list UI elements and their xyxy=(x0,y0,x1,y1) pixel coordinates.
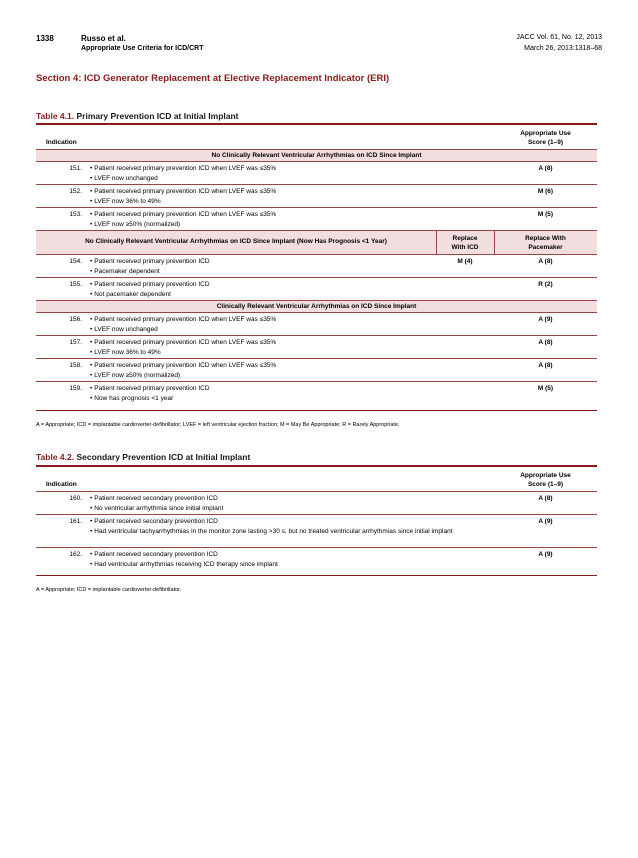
indication-bullet: • Patient received primary prevention ICD when LVEF was ≤35% xyxy=(90,187,276,197)
table-row xyxy=(36,381,597,410)
indication-bullet: • Patient received primary prevention ICD xyxy=(90,384,210,394)
row-number: 158. xyxy=(69,362,82,369)
section-title: Section 4: ICD Generator Replacement at Elective Replacement Indicator (ERI) xyxy=(36,73,390,84)
table-row xyxy=(36,547,597,575)
table-header-row xyxy=(36,467,597,491)
table-footnote: A = Appropriate; ICD = implantable cardioverter-defibrillator. xyxy=(36,587,182,593)
column-header-score-line: Appropriate Use xyxy=(520,472,571,479)
indication-bullet: • LVEF now unchanged xyxy=(90,325,276,335)
score-cell: M (6) xyxy=(537,188,554,195)
table-header-row xyxy=(36,125,597,149)
indication-cell xyxy=(90,164,276,183)
row-number: 161. xyxy=(69,518,82,525)
score-cell: A (9) xyxy=(538,316,553,323)
score-cell: A (8) xyxy=(538,339,553,346)
section-band: Clinically Relevant Ventricular Arrhythmias on ICD Since Implant xyxy=(36,300,597,312)
journal-citation: JACC Vol. 61, No. 12, 2013 xyxy=(516,34,602,41)
column-header-line: With ICD xyxy=(451,244,479,251)
table-4-2 xyxy=(36,465,597,576)
row-number: 155. xyxy=(69,281,82,288)
table-row xyxy=(36,184,597,207)
score-cell: M (5) xyxy=(537,211,554,218)
column-header-score xyxy=(494,129,597,147)
indication-bullet: • Patient received primary prevention ICD when LVEF was ≤35% xyxy=(90,315,276,325)
score-cell: R (2) xyxy=(538,281,553,288)
score-cell: M (5) xyxy=(537,385,554,392)
rows-group-a xyxy=(36,161,597,230)
table-row xyxy=(36,277,597,300)
running-title: Appropriate Use Criteria for ICD/CRT xyxy=(81,45,204,52)
indication-bullet: • No ventricular arrhythmia since initial implant xyxy=(90,504,223,514)
row-number: 156. xyxy=(69,316,82,323)
table-row xyxy=(36,312,597,335)
column-header-score-line: Score (1–9) xyxy=(527,481,564,488)
page-number: 1338 xyxy=(36,34,54,43)
table-row xyxy=(36,514,597,547)
indication-cell xyxy=(90,361,276,380)
column-header-replace-icd xyxy=(436,234,494,252)
column-header-line: Replace With xyxy=(525,235,566,242)
row-number: 154. xyxy=(69,258,82,265)
table-row xyxy=(36,491,597,514)
score-cell-replace-icd: M (4) xyxy=(457,258,473,265)
row-number: 159. xyxy=(69,385,82,392)
column-header-line: Replace xyxy=(452,235,478,242)
table-row xyxy=(36,254,597,277)
indication-cell xyxy=(90,338,276,357)
indication-bullet: • Patient received secondary prevention ICD xyxy=(90,517,490,527)
column-header-indication: Indication xyxy=(46,139,77,146)
authors: Russo et al. xyxy=(81,34,126,43)
table-row xyxy=(36,335,597,358)
indication-bullet: • LVEF now ≥50% (normalized) xyxy=(90,220,276,230)
row-number: 151. xyxy=(69,165,82,172)
table-caption xyxy=(36,452,250,462)
indication-bullet: • Had ventricular tachyarrhythmias in the monitor zone lasting >30 s, but no treated ventricular arrhythmias since initial implant xyxy=(90,527,490,537)
indication-bullet: • Had ventricular arrhythmias receiving ICD therapy since implant xyxy=(90,560,278,570)
indication-bullet: • Patient received primary prevention ICD xyxy=(90,280,210,290)
indication-bullet: • Patient received secondary prevention ICD xyxy=(90,550,278,560)
indication-cell xyxy=(90,210,276,229)
score-cell: A (8) xyxy=(538,495,553,502)
indication-bullet: • Patient received primary prevention ICD xyxy=(90,257,210,267)
indication-bullet: • Patient received primary prevention ICD when LVEF was ≤35% xyxy=(90,361,276,371)
score-cell: A (8) xyxy=(538,165,553,172)
indication-bullet: • LVEF now 36% to 49% xyxy=(90,348,276,358)
indication-bullet: • Patient received primary prevention ICD when LVEF was ≤35% xyxy=(90,164,276,174)
column-header-score-line: Score (1–9) xyxy=(527,139,564,146)
indication-bullet: • Pacemaker dependent xyxy=(90,267,210,277)
indication-cell xyxy=(90,315,276,334)
section-band: No Clinically Relevant Ventricular Arrhythmias on ICD Since Implant xyxy=(36,149,597,161)
row-number: 157. xyxy=(69,339,82,346)
indication-bullet: • LVEF now ≥50% (normalized) xyxy=(90,371,276,381)
table-label: Table 4.1. xyxy=(36,111,75,121)
indication-bullet: • LVEF now unchanged xyxy=(90,174,276,184)
indication-bullet: • Patient received primary prevention ICD when LVEF was ≤35% xyxy=(90,210,276,220)
section-band-prognosis xyxy=(36,230,597,254)
running-header xyxy=(36,34,602,64)
indication-cell xyxy=(90,384,210,403)
indication-cell xyxy=(90,494,223,513)
indication-bullet: • LVEF now 36% to 49% xyxy=(90,197,276,207)
score-cell-replace-pacemaker: A (8) xyxy=(538,258,553,265)
table-row xyxy=(36,207,597,230)
table-label: Table 4.2. xyxy=(36,452,75,462)
column-header-indication: Indication xyxy=(46,481,77,488)
score-cell: A (8) xyxy=(538,362,553,369)
column-header-score xyxy=(494,471,597,489)
issue-date: March 26, 2013:1318–68 xyxy=(524,45,602,52)
row-number: 160. xyxy=(69,495,82,502)
indication-cell xyxy=(90,257,210,276)
table-row xyxy=(36,358,597,381)
column-header-replace-pacemaker xyxy=(494,234,597,252)
indication-bullet: • Patient received primary prevention ICD when LVEF was ≤35% xyxy=(90,338,276,348)
row-number: 152. xyxy=(69,188,82,195)
indication-bullet: • Not pacemaker dependent xyxy=(90,290,210,300)
table-caption xyxy=(36,111,239,121)
table-title: Primary Prevention ICD at Initial Implant xyxy=(76,111,239,121)
table-title: Secondary Prevention ICD at Initial Implant xyxy=(76,452,251,462)
table-4-1 xyxy=(36,123,597,411)
score-cell: A (9) xyxy=(538,518,553,525)
column-header-line: Pacemaker xyxy=(528,244,563,251)
row-number: 162. xyxy=(69,551,82,558)
band-label: No Clinically Relevant Ventricular Arrhythmias on ICD Since Implant (Now Has Prognosis <1 Year) xyxy=(85,238,387,245)
indication-bullet: • Patient received secondary prevention ICD xyxy=(90,494,223,504)
indication-cell xyxy=(90,550,278,569)
table-row xyxy=(36,161,597,184)
indication-cell xyxy=(90,187,276,206)
indication-cell xyxy=(90,517,490,536)
table-footnote: A = Appropriate; ICD = implantable cardioverter-defibrillator; LVEF = left ventricular ejection fraction; M = May Be Appropriate; R = Rarely Appropriate. xyxy=(36,422,400,428)
score-cell: A (9) xyxy=(538,551,553,558)
row-number: 153. xyxy=(69,211,82,218)
column-header-score-line: Appropriate Use xyxy=(520,130,571,137)
indication-bullet: • Now has prognosis <1 year xyxy=(90,394,210,404)
indication-cell xyxy=(90,280,210,299)
